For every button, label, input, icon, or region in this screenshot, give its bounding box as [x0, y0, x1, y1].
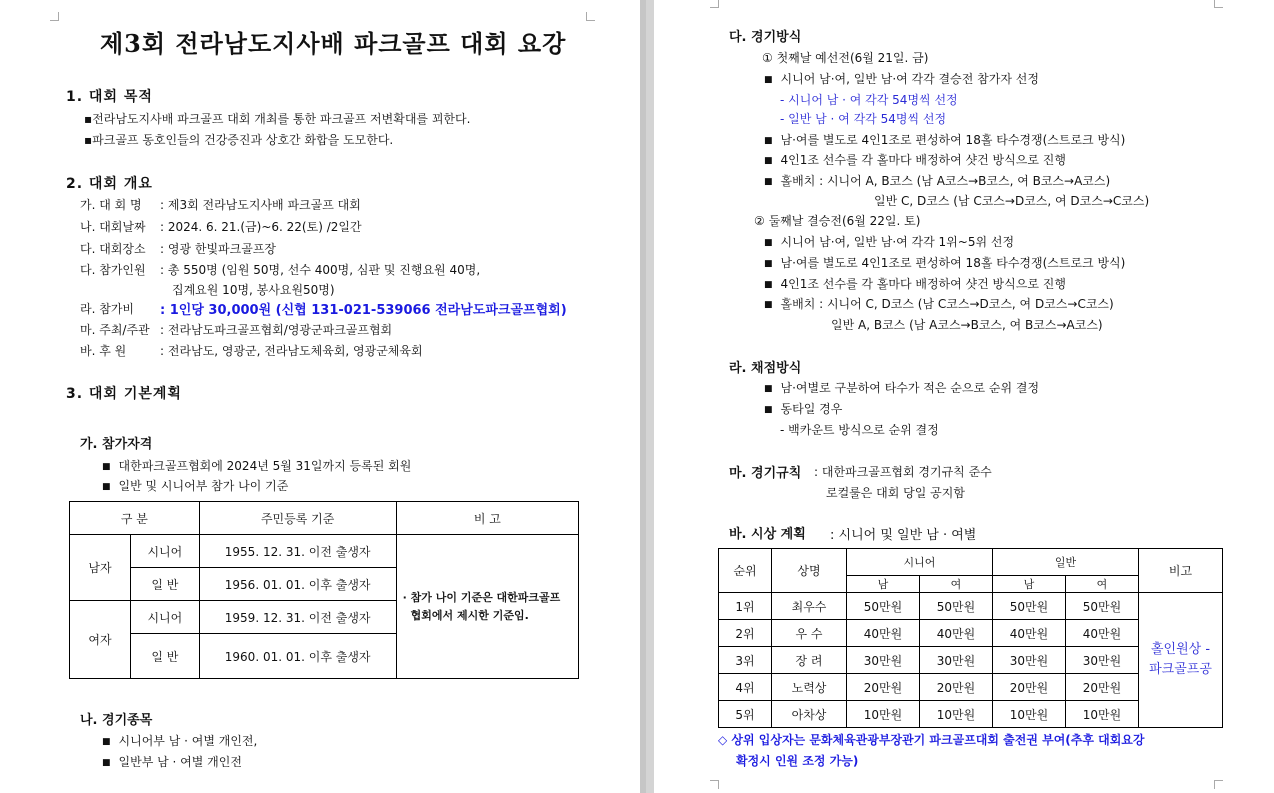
- overview-value: : 전라남도파크골프협회/영광군파크골프협회: [160, 323, 393, 337]
- section-1-heading: 1. 대회 목적: [66, 89, 153, 105]
- col-header: 순위: [719, 549, 772, 593]
- female-cell: 여자: [70, 601, 131, 679]
- rules-heading: 마. 경기규칙: [729, 466, 802, 481]
- table-header: 비 고: [396, 502, 578, 535]
- table-row: 3위 장 려 30만원 30만원 30만원 30만원: [719, 647, 1223, 674]
- scoring-heading: 라. 채점방식: [729, 361, 802, 376]
- events-item: ■ 일반부 남 · 여별 개인전: [102, 753, 242, 770]
- col-header: 시니어: [847, 549, 993, 576]
- col-header: 일반: [993, 549, 1139, 576]
- table-row: 1위 최우수 50만원 50만원 50만원 50만원 홀인원상 - 파크골프공: [719, 593, 1223, 620]
- eligibility-table: [69, 501, 579, 679]
- scoring-item: ■ 남·여별로 구분하여 타수가 적은 순으로 순위 결정: [764, 379, 1039, 396]
- overview-label: 가. 대 회 명: [80, 198, 142, 212]
- awards-footer-cont: 확정시 인원 조정 가능): [736, 754, 859, 768]
- table-row: 4위 노력상 20만원 20만원 20만원 20만원: [719, 674, 1223, 701]
- events-item: ■ 시니어부 남 · 여별 개인전,: [102, 732, 257, 749]
- overview-label: 다. 참가인원: [80, 263, 146, 277]
- day1-sub-item: - 일반 남 · 여 각각 54명씩 선정: [780, 112, 947, 126]
- day2-hole-cont: 일반 A, B코스 (남 A코스→B코스, 여 B코스→A코스): [831, 318, 1103, 332]
- overview-label: 마. 주최/주관: [80, 323, 150, 337]
- category-cell: 시니어: [131, 601, 200, 634]
- category-cell: 일 반: [131, 568, 200, 601]
- purpose-item: ▪전라남도지사배 파크골프 대회 개최를 통한 파크골프 저변확대를 꾀한다.: [84, 112, 471, 126]
- entry-fee-value: : 1인당 30,000원 (신협 131-021-539066 전라남도파크골프협회): [160, 303, 567, 318]
- male-cell: 남자: [70, 535, 131, 601]
- awards-table: [718, 548, 1223, 728]
- col-subheader: 여: [920, 576, 993, 593]
- col-subheader: 남: [847, 576, 920, 593]
- day2-item: ■ 4인1조 선수를 각 홀마다 배정하여 샷건 방식으로 진행: [764, 275, 1066, 292]
- col-header: 상명: [772, 549, 847, 593]
- rule-cell: 1956. 01. 01. 이후 출생자: [199, 568, 396, 601]
- overview-value: : 제3회 전라남도지사배 파크골프 대회: [160, 198, 361, 212]
- events-heading: 나. 경기종목: [80, 713, 153, 728]
- overview-label: 다. 대회장소: [80, 242, 146, 256]
- category-cell: 시니어: [131, 535, 200, 568]
- day1-hole-cont: 일반 C, D코스 (남 C코스→D코스, 여 D코스→C코스): [874, 194, 1150, 208]
- day1-sub-item: - 시니어 남 · 여 각각 54명씩 선정: [780, 93, 958, 107]
- table-row: 5위 아차상 10만원 10만원 10만원 10만원: [719, 701, 1223, 728]
- rule-cell: 1960. 01. 01. 이후 출생자: [199, 634, 396, 679]
- purpose-item: ▪파크골프 동호인들의 건강증진과 상호간 화합을 도모한다.: [84, 133, 394, 147]
- overview-label: 바. 후 원: [80, 344, 127, 358]
- note-cell: · 참가 나이 기준은 대한파크골프 협회에서 제시한 기준임.: [396, 535, 578, 679]
- overview-value: : 총 550명 (임원 50명, 선수 400명, 심판 및 진행요원 40명,: [160, 263, 481, 277]
- day1-item: ■ 홀배치 : 시니어 A, B코스 (남 A코스→B코스, 여 B코스→A코스): [764, 172, 1110, 189]
- rule-cell: 1955. 12. 31. 이전 출생자: [199, 535, 396, 568]
- col-subheader: 남: [993, 576, 1066, 593]
- awards-heading: 바. 시상 계획: [729, 527, 806, 542]
- eligibility-item: ■ 일반 및 시니어부 참가 나이 기준: [102, 477, 288, 494]
- overview-value-cont: 집계요원 10명, 봉사요원50명): [172, 283, 335, 297]
- match-format-heading: 다. 경기방식: [729, 30, 802, 45]
- overview-value: : 2024. 6. 21.(금)~6. 22(토) /2일간: [160, 220, 362, 234]
- day1-item: ■ 4인1조 선수를 각 홀마다 배정하여 샷건 방식으로 진행: [764, 151, 1066, 168]
- table-row: 2위 우 수 40만원 40만원 40만원 40만원: [719, 620, 1223, 647]
- awards-footer: ◇ 상위 입상자는 문화체육관광부장관기 파크골프대회 출전권 부여(추후 대회요강: [718, 733, 1145, 747]
- day2-item: ■ 홀배치 : 시니어 C, D코스 (남 C코스→D코스, 여 D코스→C코스): [764, 295, 1114, 312]
- day2-heading: ② 둘째날 결승전(6월 22일. 토): [754, 214, 921, 228]
- section-2-heading: 2. 대회 개요: [66, 176, 153, 192]
- col-subheader: 여: [1066, 576, 1139, 593]
- scoring-item: ■ 동타일 경우: [764, 400, 842, 417]
- rule-cell: 1959. 12. 31. 이전 출생자: [199, 601, 396, 634]
- day2-item: ■ 남·여를 별도로 4인1조로 편성하여 18홀 타수경쟁(스트로크 방식): [764, 254, 1125, 271]
- table-header: 구 분: [70, 502, 200, 535]
- overview-value: : 영광 한빛파크골프장: [160, 242, 277, 256]
- awards-subtitle: : 시니어 및 일반 남 · 여별: [830, 528, 977, 543]
- awards-note-cell: 홀인원상 - 파크골프공: [1139, 593, 1223, 728]
- rules-line: : 대한파크골프협회 경기규칙 준수: [814, 465, 992, 479]
- day1-item: ■ 시니어 남·여, 일반 남·여 각각 결승전 참가자 선정: [764, 70, 1039, 87]
- overview-label: 라. 참가비: [80, 302, 134, 316]
- col-header: 비고: [1139, 549, 1223, 593]
- rules-line: 로컬룰은 대회 당일 공지함: [826, 486, 965, 500]
- page-2: [654, 0, 1274, 793]
- day1-heading: ① 첫째날 예선전(6월 21일. 금): [762, 51, 929, 65]
- day1-item: ■ 남·여를 별도로 4인1조로 편성하여 18홀 타수경쟁(스트로크 방식): [764, 131, 1125, 148]
- document-title: 제3회 전라남도지사배 파크골프 대회 요강: [100, 29, 567, 58]
- overview-label: 나. 대회날짜: [80, 220, 146, 234]
- eligibility-item: ■ 대한파크골프협회에 2024년 5월 31일까지 등록된 회원: [102, 457, 411, 474]
- page-gap: [640, 0, 646, 793]
- category-cell: 일 반: [131, 634, 200, 679]
- scoring-sub-item: - 백카운트 방식으로 순위 결정: [780, 423, 939, 437]
- eligibility-heading: 가. 참가자격: [80, 437, 153, 452]
- section-3-heading: 3. 대회 기본계획: [66, 386, 182, 402]
- table-header: 주민등록 기준: [199, 502, 396, 535]
- overview-value: : 전라남도, 영광군, 전라남도체육회, 영광군체육회: [160, 344, 423, 358]
- day2-item: ■ 시니어 남·여, 일반 남·여 각각 1위~5위 선정: [764, 233, 1014, 250]
